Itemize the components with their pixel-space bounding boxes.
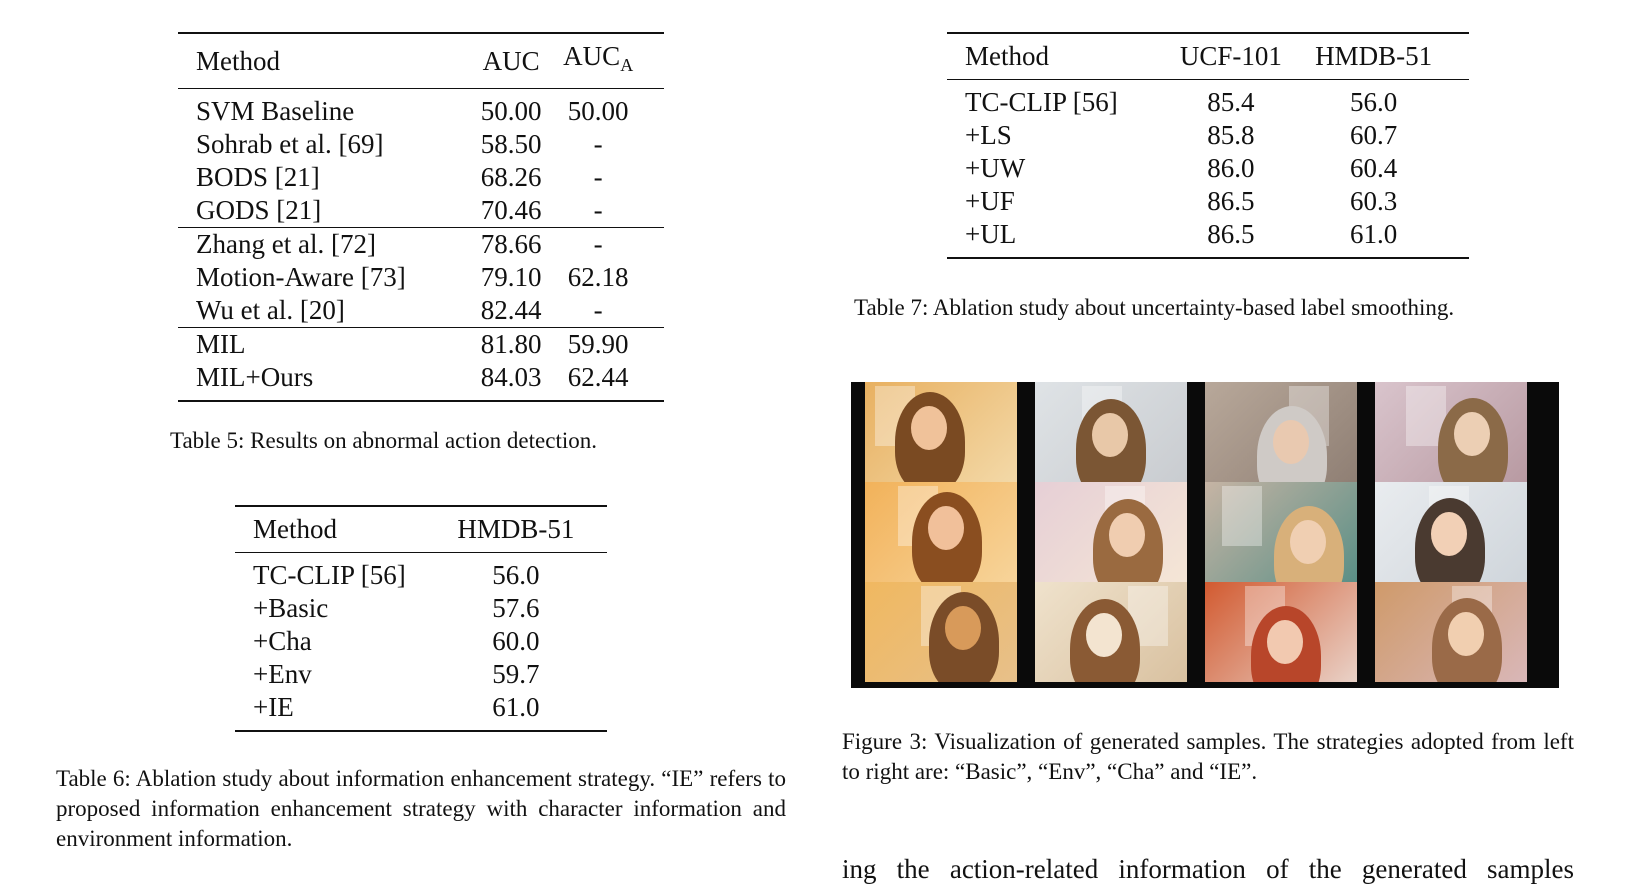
ucf-cell: 86.0 bbox=[1207, 153, 1255, 183]
auc-a-cell: 59.90 bbox=[550, 328, 664, 362]
face-shape bbox=[1431, 512, 1467, 556]
table-row bbox=[178, 161, 664, 194]
table-row bbox=[947, 80, 1469, 120]
hmdb-cell: 57.6 bbox=[492, 593, 540, 623]
generated-sample-image bbox=[865, 382, 1017, 482]
table-5-header bbox=[178, 33, 664, 89]
face-shape bbox=[1290, 520, 1326, 564]
method-cell: GODS [21] bbox=[196, 195, 322, 225]
auc-a-cell: - bbox=[593, 295, 603, 325]
face-shape bbox=[1086, 613, 1122, 657]
method-cell: Sohrab et al. [69] bbox=[196, 129, 384, 159]
method-cell: +LS bbox=[965, 120, 1012, 150]
table-row bbox=[178, 194, 664, 228]
hmdb-cell: 60.0 bbox=[492, 626, 540, 656]
method-cell: MIL+Ours bbox=[196, 362, 314, 392]
table-7-header-ucf: UCF-101 bbox=[1166, 33, 1297, 80]
hmdb-cell: 60.4 bbox=[1349, 153, 1398, 183]
ucf-cell: 85.4 bbox=[1207, 87, 1255, 117]
table-row bbox=[178, 228, 664, 262]
method-cell: Wu et al. [20] bbox=[196, 295, 345, 325]
generated-sample-image bbox=[1205, 582, 1357, 682]
face-shape bbox=[928, 506, 964, 550]
table-6-header-method: Method bbox=[235, 506, 443, 553]
auc-a-cell: - bbox=[593, 162, 603, 192]
face-shape bbox=[1267, 620, 1303, 664]
figure-3-caption: Figure 3: Visualization of generated samples. The strategies adopted from left to right are: “Basic”, “Env”, “Cha” and “IE”. bbox=[842, 729, 1574, 784]
table-row bbox=[178, 328, 664, 362]
table-row bbox=[235, 592, 607, 625]
table-5-header-method: Method bbox=[178, 33, 472, 89]
table-6 bbox=[235, 505, 607, 732]
table-7-header-hmdb: HMDB-51 bbox=[1296, 33, 1469, 80]
table-5-header-auc-a: $AUC_A$ bbox=[550, 33, 664, 89]
table-row bbox=[235, 625, 607, 658]
table-7-header bbox=[947, 33, 1469, 80]
auc-cell: 78.66 bbox=[472, 228, 550, 262]
method-cell: +Cha bbox=[253, 626, 312, 656]
auc-cell: 82.44 bbox=[480, 295, 542, 325]
auc-cell: 79.10 bbox=[480, 262, 542, 292]
table-7-caption: Table 7: Ablation study about uncertainty-based label smoothing. bbox=[854, 295, 1455, 320]
method-cell: TC-CLIP [56] bbox=[965, 87, 1118, 117]
method-cell: +UL bbox=[965, 219, 1017, 249]
table-row bbox=[178, 89, 664, 129]
face-shape bbox=[1273, 420, 1309, 464]
figure-3-image-grid bbox=[851, 382, 1559, 688]
method-cell: +IE bbox=[253, 692, 294, 722]
method-cell: MIL bbox=[178, 328, 472, 362]
table-row bbox=[235, 553, 607, 593]
ucf-cell: 85.8 bbox=[1207, 120, 1255, 150]
hmdb-cell: 56.0 bbox=[1349, 87, 1398, 117]
auc-cell: 68.26 bbox=[480, 162, 542, 192]
face-shape bbox=[911, 406, 947, 450]
face-shape bbox=[945, 606, 981, 650]
ucf-cell: 86.5 bbox=[1207, 186, 1255, 216]
table-6-caption: Table 6: Ablation study about information enhancement strategy. “IE” refers to proposed information enhancement strategy with character information and environment information. bbox=[56, 766, 786, 851]
auc-a-cell: - bbox=[550, 228, 664, 262]
method-cell: SVM Baseline bbox=[196, 96, 355, 126]
generated-sample-image bbox=[1205, 382, 1357, 482]
ucf-cell: 86.5 bbox=[1207, 219, 1255, 249]
auc-a-cell: 62.18 bbox=[567, 262, 629, 292]
generated-sample-image bbox=[1035, 482, 1187, 582]
method-cell: Motion-Aware [73] bbox=[196, 262, 406, 292]
auc-cell: 84.03 bbox=[480, 362, 542, 392]
body-text-line: ing the action-related information of the generated samples bbox=[842, 854, 1574, 884]
method-cell: BODS [21] bbox=[196, 162, 320, 192]
hmdb-cell: 61.0 bbox=[1349, 219, 1398, 249]
table-row bbox=[178, 294, 664, 328]
auc-cell: 50.00 bbox=[480, 96, 542, 126]
table-row bbox=[947, 152, 1469, 185]
generated-sample-image bbox=[1205, 482, 1357, 582]
method-cell: TC-CLIP [56] bbox=[253, 560, 406, 590]
auc-a-cell: - bbox=[593, 129, 603, 159]
method-cell: +UF bbox=[965, 186, 1015, 216]
table-7-header-method: Method bbox=[947, 33, 1166, 80]
background-light bbox=[1222, 486, 1262, 546]
generated-sample-image bbox=[1375, 382, 1527, 482]
method-cell: +Basic bbox=[253, 593, 329, 623]
table-row bbox=[235, 691, 607, 731]
table-row bbox=[947, 185, 1469, 218]
table-row bbox=[947, 218, 1469, 258]
table-5 bbox=[178, 32, 664, 402]
table-row bbox=[947, 119, 1469, 152]
table-5-caption: Table 5: Results on abnormal action detection. bbox=[170, 428, 597, 453]
face-shape bbox=[1448, 612, 1484, 656]
generated-sample-image bbox=[1035, 582, 1187, 682]
table-6-header bbox=[235, 506, 607, 553]
table-5-header-auc: AUC bbox=[472, 33, 550, 89]
generated-sample-image bbox=[1375, 482, 1527, 582]
face-shape bbox=[1092, 413, 1128, 457]
hmdb-cell: 61.0 bbox=[492, 692, 540, 722]
face-shape bbox=[1454, 412, 1490, 456]
generated-sample-image bbox=[1035, 382, 1187, 482]
hmdb-cell: 56.0 bbox=[492, 560, 540, 590]
auc-cell: 70.46 bbox=[480, 195, 542, 225]
auc-a-cell: 50.00 bbox=[567, 96, 629, 126]
auc-cell: 58.50 bbox=[480, 129, 542, 159]
method-cell: +Env bbox=[253, 659, 312, 689]
auc-cell: 81.80 bbox=[472, 328, 550, 362]
table-7 bbox=[947, 32, 1469, 259]
generated-sample-image bbox=[865, 482, 1017, 582]
table-row bbox=[178, 128, 664, 161]
hmdb-cell: 60.3 bbox=[1349, 186, 1398, 216]
hmdb-cell: 60.7 bbox=[1349, 120, 1398, 150]
face-shape bbox=[1109, 513, 1145, 557]
method-cell: +UW bbox=[965, 153, 1026, 183]
hmdb-cell: 59.7 bbox=[492, 659, 540, 689]
table-row bbox=[178, 361, 664, 401]
auc-a-cell: 62.44 bbox=[567, 362, 629, 392]
method-cell: Zhang et al. [72] bbox=[178, 228, 472, 262]
table-row bbox=[178, 261, 664, 294]
auc-a-cell: - bbox=[593, 195, 603, 225]
table-6-header-hmdb: HMDB-51 bbox=[443, 506, 607, 553]
generated-sample-image bbox=[1375, 582, 1527, 682]
generated-sample-image bbox=[865, 582, 1017, 682]
table-row bbox=[235, 658, 607, 691]
